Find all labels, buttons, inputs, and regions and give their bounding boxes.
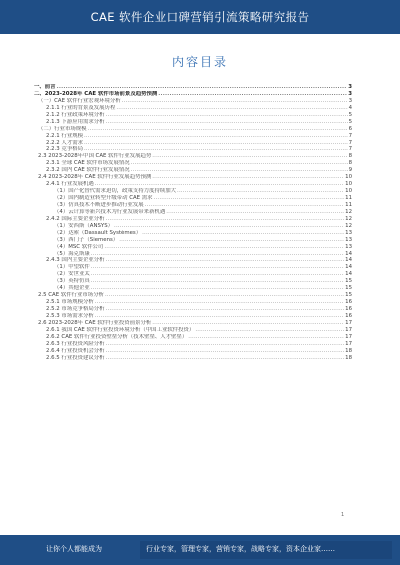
toc-entry-page: 7 xyxy=(348,139,352,146)
toc-entry-title: 2.1.2 行业政策环境分析 xyxy=(46,111,105,118)
toc-entry-page: 8 xyxy=(348,153,352,160)
toc-entry-title: （1）国产化替代需求迫切，政策支持力度持续加大 xyxy=(54,188,177,195)
toc-leader-dots xyxy=(152,153,347,160)
toc-entry[interactable] xyxy=(34,292,352,299)
toc-entry-page: 4 xyxy=(348,104,352,111)
toc-entry-title: 2.5.1 市场规模分析 xyxy=(46,299,94,306)
toc-entry[interactable] xyxy=(34,341,352,348)
toc-entry-title: （1）安西斯（ANSYS） xyxy=(54,222,114,229)
toc-entry[interactable] xyxy=(34,223,352,230)
toc-entry[interactable] xyxy=(34,202,352,209)
toc-leader-dots xyxy=(106,112,348,119)
toc-entry[interactable] xyxy=(34,126,352,133)
toc-entry-title: （二）行业市场规模 xyxy=(38,125,87,132)
toc-entry-page: 11 xyxy=(345,195,352,201)
toc-entry[interactable] xyxy=(34,105,352,112)
toc-leader-dots xyxy=(131,160,348,167)
toc-leader-dots xyxy=(152,174,344,181)
toc-entry-page: 5 xyxy=(348,118,352,125)
toc-entry[interactable] xyxy=(34,278,352,285)
toc-entry[interactable] xyxy=(34,160,352,167)
toc-entry-title: 2.3 2023-2028年中国 CAE 软件行业发展趋势 xyxy=(38,153,152,160)
toc-entry-page: 10 xyxy=(345,181,352,188)
toc-entry[interactable] xyxy=(34,153,352,160)
toc-entry-title: （3）西门子（Siemens） xyxy=(54,236,119,243)
toc-leader-dots xyxy=(95,299,344,306)
toc-entry-title: 二、2023-2028年 CAE 软件市场前景及趋势预测 xyxy=(34,90,158,97)
toc-entry-page: 15 xyxy=(345,292,352,299)
toc-entry-page: 11 xyxy=(345,201,352,208)
toc-leader-dots xyxy=(106,341,345,348)
toc-entry[interactable] xyxy=(34,181,352,188)
toc-entry[interactable] xyxy=(34,133,352,140)
toc-entry[interactable] xyxy=(34,348,352,355)
toc-leader-dots xyxy=(122,98,348,105)
toc-entry-title: 2.4.1 行业发展机遇 xyxy=(46,181,94,188)
toc-leader-dots xyxy=(106,119,348,126)
toc-entry-page: 13 xyxy=(345,243,352,250)
toc-entry-page: 15 xyxy=(345,285,352,292)
toc-entry-title: 2.5.3 市场需求分析 xyxy=(46,312,94,319)
toc-entry-page: 15 xyxy=(345,278,352,285)
toc-entry-title: （4）MSC 软件公司 xyxy=(54,243,104,250)
footer-slogan-box xyxy=(140,541,392,559)
toc-entry-title: 2.6.1 我国 CAE 软件行业投资环境分析（中国工业软件投资） xyxy=(46,326,195,333)
toc-entry-page: 12 xyxy=(345,208,352,215)
toc-entry-title: （5）海克斯康 xyxy=(54,250,90,257)
toc-entry[interactable] xyxy=(34,84,352,91)
toc-entry-title: 2.3.1 全球 CAE 软件市场发展情况 xyxy=(46,160,130,167)
toc-leader-dots xyxy=(106,306,345,313)
page-number: 1 xyxy=(341,512,345,518)
toc-entry[interactable] xyxy=(34,167,352,174)
toc-entry[interactable] xyxy=(34,327,352,334)
toc-entry-page: 16 xyxy=(345,306,352,312)
toc-entry[interactable] xyxy=(34,237,352,244)
toc-entry-page: 13 xyxy=(345,236,352,243)
toc-entry-page: 10 xyxy=(345,174,352,181)
toc-entry-title: 2.4.3 国内主要企业分析 xyxy=(46,257,105,264)
toc-entry-title: 2.6.2 CAE 软件行业投资壁垒分析（技术壁垒、人才壁垒） xyxy=(46,333,188,340)
toc-entry[interactable] xyxy=(34,216,352,223)
toc-entry-page: 14 xyxy=(345,264,352,271)
toc-leader-dots xyxy=(188,334,344,341)
toc-entry-title: （1）中望软件 xyxy=(54,264,90,271)
toc-entry-page: 17 xyxy=(345,319,352,326)
toc-entry-page: 12 xyxy=(345,215,352,222)
toc-leader-dots xyxy=(91,271,344,278)
table-of-contents xyxy=(34,84,352,362)
toc-entry[interactable] xyxy=(34,306,352,313)
toc-entry[interactable] xyxy=(34,285,352,292)
toc-leader-dots xyxy=(106,257,345,264)
toc-entry[interactable] xyxy=(34,299,352,306)
toc-leader-dots xyxy=(154,195,345,202)
toc-leader-dots xyxy=(95,313,344,320)
toc-entry[interactable] xyxy=(34,174,352,181)
toc-entry-page: 3 xyxy=(348,97,352,104)
toc-leader-dots xyxy=(106,355,345,362)
toc-entry-page: 16 xyxy=(345,299,352,306)
toc-leader-dots xyxy=(106,348,345,355)
toc-entry-title: 2.2.2 人才需求 xyxy=(46,139,83,146)
toc-leader-dots xyxy=(158,91,347,98)
toc-entry-page: 9 xyxy=(348,167,352,174)
toc-leader-dots xyxy=(104,244,344,251)
toc-entry-title: 2.6.4 行业投资机会分析 xyxy=(46,347,105,354)
toc-entry[interactable] xyxy=(34,112,352,119)
toc-entry-page: 17 xyxy=(345,326,352,333)
toc-entry-title: （2）国内制造业转型升级带动 CAE 需求 xyxy=(54,195,153,201)
toc-entry[interactable] xyxy=(34,251,352,258)
toc-entry-title: 2.4.2 国际主要企业分析 xyxy=(46,215,105,222)
toc-entry[interactable] xyxy=(34,230,352,237)
toc-heading: 内容目录 xyxy=(171,55,228,69)
toc-entry[interactable] xyxy=(34,195,352,202)
toc-entry[interactable] xyxy=(34,98,352,105)
toc-leader-dots xyxy=(114,223,344,230)
toc-leader-dots xyxy=(177,188,344,195)
toc-entry-title: （3）仿真技术不断进步推动行业发展 xyxy=(54,201,144,208)
toc-leader-dots xyxy=(84,146,348,153)
toc-entry-title: 2.6.3 行业投资风险分析 xyxy=(46,340,105,347)
toc-entry-page: 14 xyxy=(345,271,352,278)
report-title: CAE 软件企业口碑营销引流策略研究报告 xyxy=(90,10,310,24)
toc-entry[interactable] xyxy=(34,188,352,195)
toc-leader-dots xyxy=(142,230,344,237)
toc-entry[interactable] xyxy=(34,209,352,216)
toc-entry-page: 3 xyxy=(348,90,352,97)
toc-leader-dots xyxy=(57,84,348,91)
toc-entry[interactable] xyxy=(34,119,352,126)
toc-entry[interactable] xyxy=(34,146,352,153)
toc-entry-title: 2.6 2023-2028年 CAE 软件行业投资前景分析 xyxy=(38,319,152,326)
toc-leader-dots xyxy=(195,327,344,334)
toc-entry[interactable] xyxy=(34,244,352,251)
toc-entry-title: （4）云计算等新兴技术为行业发展带来新机遇 xyxy=(54,208,166,215)
toc-entry[interactable] xyxy=(34,271,352,278)
toc-leader-dots xyxy=(88,126,348,133)
toc-leader-dots xyxy=(84,140,348,147)
toc-entry-title: （2）达索（Dassault Systèmes） xyxy=(54,229,142,236)
toc-entry[interactable] xyxy=(34,355,352,362)
toc-entry-page: 10 xyxy=(345,188,352,195)
toc-entry-page: 14 xyxy=(345,257,352,264)
toc-entry-title: 2.5.2 市场竞争格局分析 xyxy=(46,306,105,312)
footer-slogan: 行业专家，管理专家，营销专家，战略专家，资本企业家…… xyxy=(146,545,335,553)
toc-entry[interactable] xyxy=(34,313,352,320)
toc-leader-dots xyxy=(91,251,344,258)
toc-leader-dots xyxy=(116,105,347,112)
toc-entry-page: 5 xyxy=(348,111,352,118)
toc-entry-page: 7 xyxy=(348,146,352,153)
toc-leader-dots xyxy=(152,320,344,327)
toc-entry-page: 13 xyxy=(345,229,352,236)
toc-leader-dots xyxy=(95,181,344,188)
toc-entry-title: （一）CAE 软件行业宏观环境分析 xyxy=(38,97,121,104)
toc-leader-dots xyxy=(166,209,344,216)
toc-entry-page: 17 xyxy=(345,340,352,347)
toc-entry-page: 18 xyxy=(345,354,352,361)
toc-entry-title: （3）英特仿真 xyxy=(54,278,90,285)
footer-bar xyxy=(0,535,400,565)
toc-leader-dots xyxy=(91,264,344,271)
toc-entry-page: 16 xyxy=(345,312,352,319)
toc-entry-title: （2）安世亚太 xyxy=(54,271,90,278)
toc-entry[interactable] xyxy=(34,140,352,147)
toc-leader-dots xyxy=(105,292,344,299)
toc-entry[interactable] xyxy=(34,320,352,327)
toc-leader-dots xyxy=(106,216,345,223)
toc-leader-dots xyxy=(84,133,348,140)
toc-entry[interactable] xyxy=(34,257,352,264)
toc-entry-page: 6 xyxy=(348,125,352,132)
toc-entry[interactable] xyxy=(34,334,352,341)
toc-leader-dots xyxy=(91,278,344,285)
toc-entry-page: 17 xyxy=(345,333,352,340)
toc-entry-title: 2.2.1 行业规模 xyxy=(46,132,83,139)
toc-entry-title: 2.4 2023-2028年 CAE 软件行业发展趋势预测 xyxy=(38,174,152,181)
toc-entry[interactable] xyxy=(34,91,352,98)
toc-entry-page: 8 xyxy=(348,160,352,167)
header-bar xyxy=(0,0,400,34)
toc-entry-title: 一、前言 xyxy=(34,84,56,90)
footer-tagline: 让你个人都能成为 xyxy=(46,545,102,553)
toc-entry-page: 14 xyxy=(345,250,352,257)
toc-leader-dots xyxy=(145,202,344,209)
toc-leader-dots xyxy=(91,285,344,292)
toc-leader-dots xyxy=(119,237,344,244)
toc-entry-page: 18 xyxy=(345,347,352,354)
toc-entry-title: （4）其他企业 xyxy=(54,285,90,292)
toc-entry-title: 2.3.2 国内 CAE 软件行业发展情况 xyxy=(46,167,130,174)
toc-entry[interactable] xyxy=(34,264,352,271)
toc-entry-title: 2.2.3 竞争格局 xyxy=(46,146,83,153)
toc-entry-page: 12 xyxy=(345,222,352,229)
toc-entry-title: 2.1.3 下游应用需求分析 xyxy=(46,118,105,125)
toc-entry-title: 2.6.5 行业投资建议分析 xyxy=(46,354,105,361)
toc-leader-dots xyxy=(131,167,348,174)
toc-entry-page: 7 xyxy=(348,132,352,139)
toc-entry-title: 2.1.1 行业的背景及发展历程 xyxy=(46,104,116,111)
toc-entry-page: 3 xyxy=(348,84,352,90)
toc-entry-title: 2.5 CAE 软件行业市场分析 xyxy=(38,292,104,299)
